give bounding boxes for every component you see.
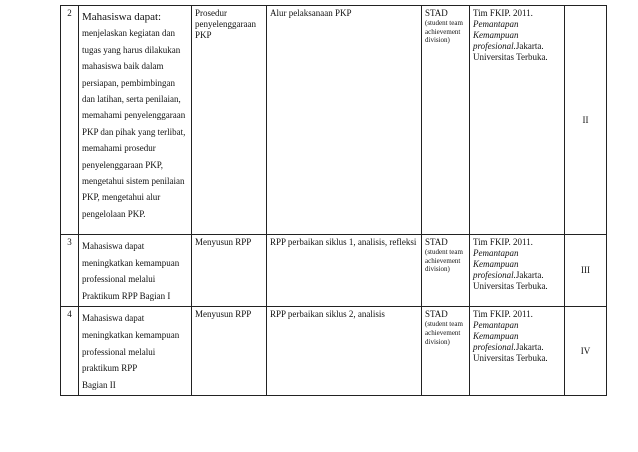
competency-line: Praktikum RPP Bagian I [82,290,171,301]
competency-cell [79,235,192,307]
table-row [61,307,607,396]
source-author: Tim FKIP. 2011. [473,8,533,18]
competency-line: mahasiswa baik dalam [82,61,164,72]
source-city: Jakarta. [515,270,544,280]
method-detail: (student team achievement division) [425,19,463,45]
competency-line: professional melalui [82,346,156,357]
source-publisher: Universitas Terbuka. [473,281,548,291]
source-title: Pemantapan Kemampuan profesional. [473,248,519,280]
method-detail: (student team achievement division) [425,248,463,274]
method-name: STAD [425,309,448,320]
source-cell [470,307,565,396]
competency-line: tugas yang harus dilakukan [82,44,181,55]
competency-line: Mahasiswa dapat: [82,11,162,23]
competency-line: memahami prosedur [82,143,156,154]
competency-line: professional melalui [82,274,156,285]
source-publisher: Universitas Terbuka. [473,52,548,62]
source-cell [470,6,565,235]
method-name: STAD [425,237,448,247]
method-detail: (student team achievement division) [425,320,463,346]
meeting-number: IV [565,307,607,396]
competency-line: penyelenggaraan PKP, [82,159,163,170]
competency-line: persiapan, pembimbingan [82,77,175,88]
meeting-number: II [565,6,607,235]
method-cell [422,6,470,235]
competency-line: meningkatkan kemampuan [82,329,180,340]
material-cell: Menyusun RPP [192,235,267,307]
competency-line: PKP, mengetahui alur [82,192,161,203]
source-publisher: Universitas Terbuka. [473,353,548,364]
competency-line: praktikum RPP [82,363,138,374]
source-author: Tim FKIP. 2011. [473,237,533,247]
activity-cell: Alur pelaksanaan PKP [267,6,422,235]
activity-cell: RPP perbaikan siklus 2, analisis [267,307,422,396]
method-name: STAD [425,8,448,18]
table-row [61,6,607,235]
source-cell [470,235,565,307]
method-cell [422,235,470,307]
competency-line: Mahasiswa dapat [82,241,145,251]
source-city: Jakarta. [515,342,544,353]
activity-cell: RPP perbaikan siklus 1, analisis, refleksi [267,235,422,307]
material-cell: Menyusun RPP [192,307,267,396]
syllabus-table [60,5,607,396]
competency-line: mengetahui sistem penilaian [82,176,185,187]
row-number: 4 [61,307,79,396]
table-row [61,235,607,307]
competency-line: PKP dan pihak yang terlibat, [82,126,186,137]
material-cell: Prosedur penyelenggaraan PKP [192,6,267,235]
competency-line: memahami penyelenggaraan [82,110,186,121]
source-title: Pemantapan Kemampuan profesional. [473,320,519,353]
source-author: Tim FKIP. 2011. [473,309,533,320]
competency-line: Mahasiswa dapat [82,313,145,324]
method-cell [422,307,470,396]
competency-line: pengelolaan PKP. [82,208,146,219]
competency-line: Bagian II [82,379,116,390]
competency-line: meningkatkan kemampuan [82,257,180,268]
meeting-number: III [565,235,607,307]
row-number: 2 [61,6,79,235]
competency-cell [79,6,192,235]
competency-cell [79,307,192,396]
competency-line: menjelaskan kegiatan dan [82,28,175,39]
source-city: Jakarta. [515,41,544,51]
competency-line: dan latihan, serta penilaian, [82,94,181,105]
row-number: 3 [61,235,79,307]
source-title: Pemantapan Kemampuan profesional. [473,19,519,51]
